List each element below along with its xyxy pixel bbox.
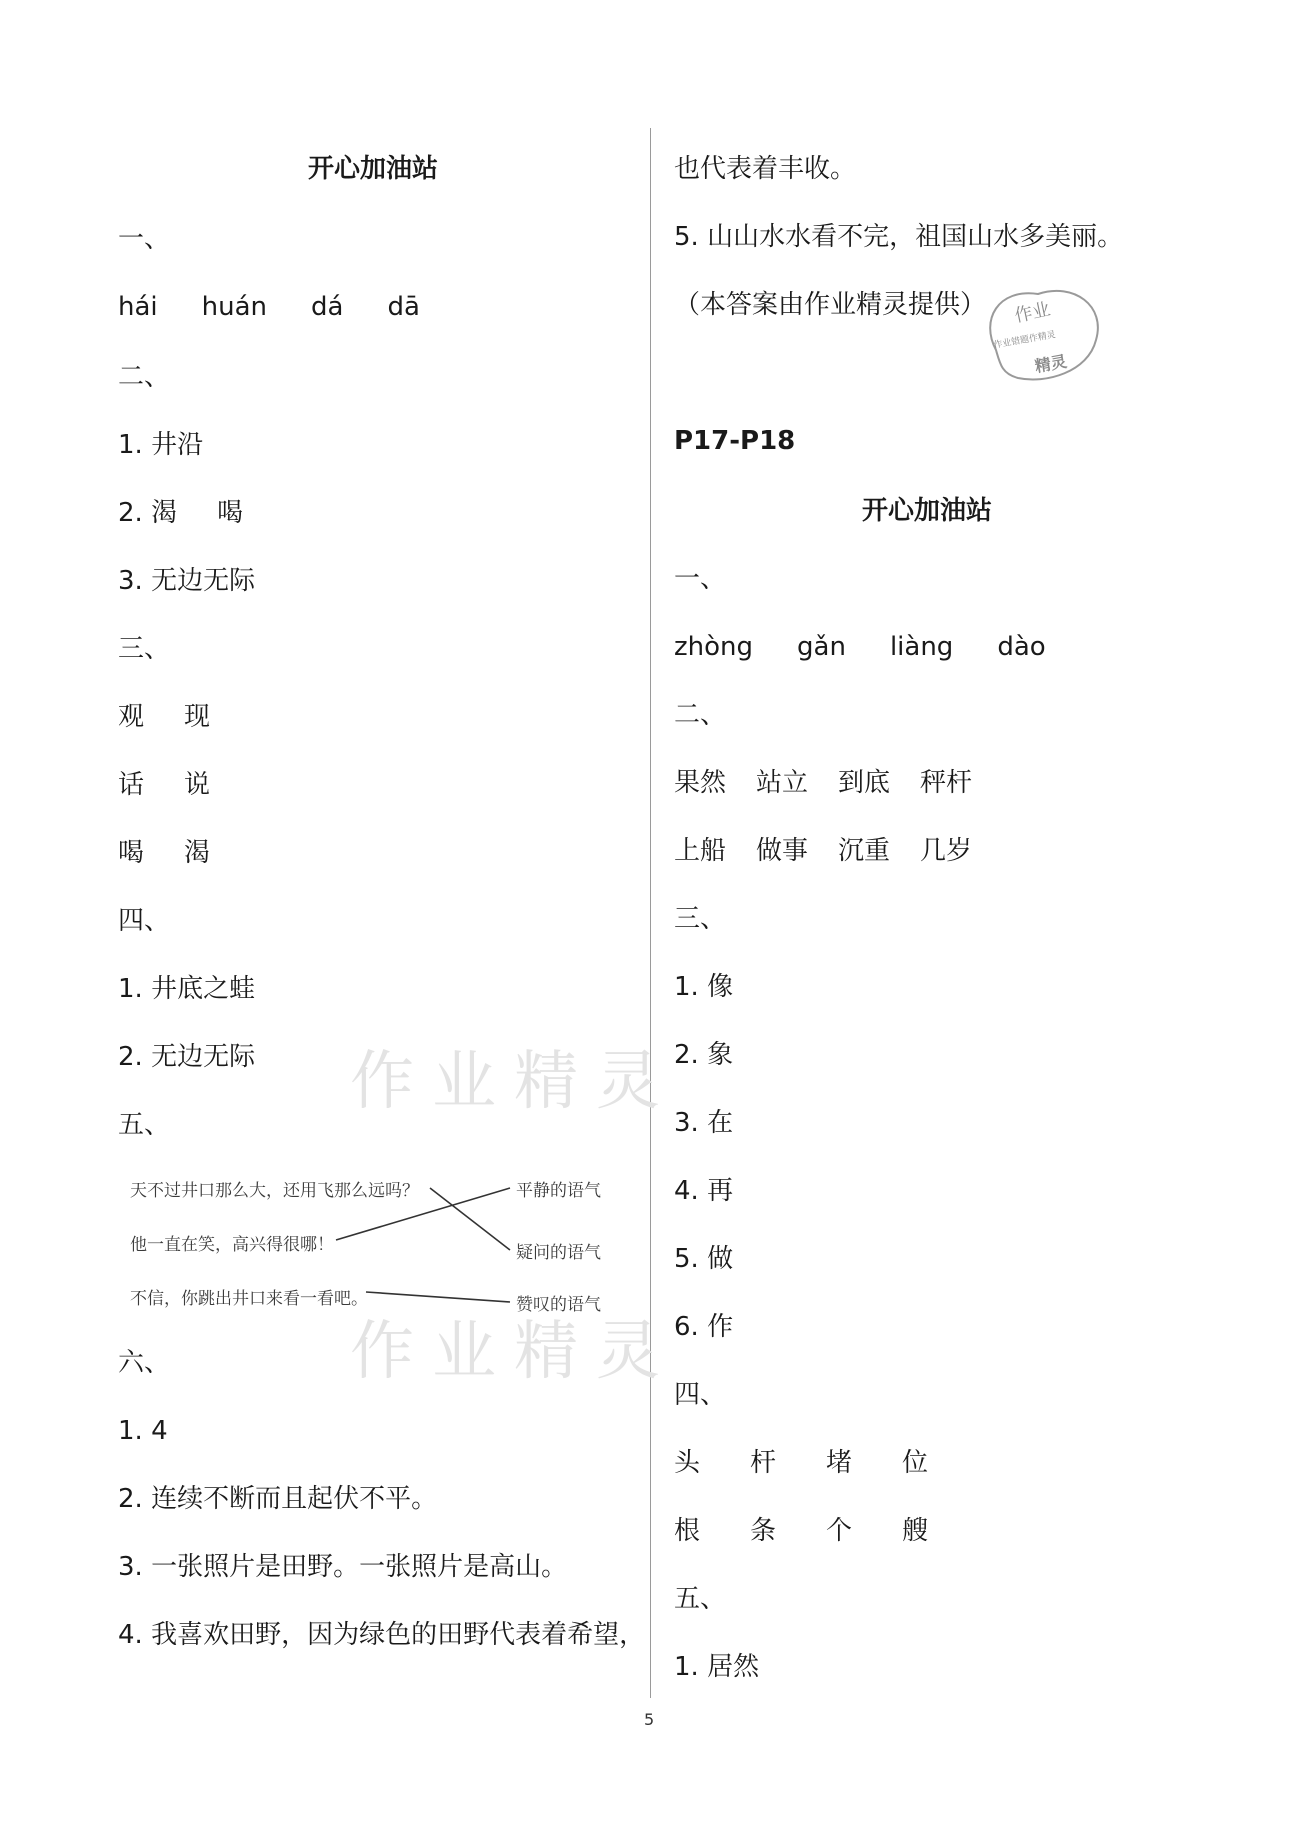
word: 沉重 xyxy=(838,836,891,866)
section-heading-5: 五、 xyxy=(674,1584,727,1614)
word: 做事 xyxy=(756,836,809,866)
stamp-text: 作业错题作精灵 xyxy=(992,330,1057,351)
char: 条 xyxy=(750,1516,777,1546)
section-title: 开心加油站 xyxy=(862,496,993,526)
answer-item: 3. 一张照片是田野。一张照片是高山。 xyxy=(118,1552,568,1582)
pinyin: huán xyxy=(201,292,268,322)
stamp-logo xyxy=(978,280,1108,390)
char: 话 xyxy=(118,770,145,800)
word: 上船 xyxy=(674,836,727,866)
char: 渴 xyxy=(184,838,211,868)
pinyin: dá xyxy=(311,292,344,322)
pinyin: liàng xyxy=(889,632,954,662)
char: 观 xyxy=(118,702,145,732)
answer-item: 4. 再 xyxy=(674,1176,734,1206)
char: 喝 xyxy=(118,838,145,868)
section-heading-6: 六、 xyxy=(118,1348,171,1378)
word-row xyxy=(674,835,1002,867)
column-divider xyxy=(650,128,651,1698)
section-title: 开心加油站 xyxy=(308,154,439,184)
char: 根 xyxy=(674,1516,701,1546)
answer-item: 1. 居然 xyxy=(674,1652,760,1682)
answer-item: 6. 作 xyxy=(674,1312,734,1342)
answer-item: 3. 在 xyxy=(674,1108,734,1138)
word: 几岁 xyxy=(920,836,973,866)
credit-text: （本答案由作业精灵提供） xyxy=(674,290,987,320)
sentence-label: 不信，你跳出井口来看一看吧。 xyxy=(130,1289,368,1309)
matching-diagram xyxy=(118,1162,618,1315)
answer-item: 2. 象 xyxy=(674,1040,734,1070)
word: 秤杆 xyxy=(920,768,973,798)
answer-item: 5. 山山水水看不完，祖国山水多美丽。 xyxy=(674,222,1124,252)
word: 站立 xyxy=(756,768,809,798)
char-pair xyxy=(118,769,250,801)
char: 现 xyxy=(184,702,211,732)
stamp-text: 精灵 xyxy=(1033,351,1069,376)
answer-item: 1. 井底之蛙 xyxy=(118,974,256,1004)
char: 堵 xyxy=(826,1448,853,1478)
stamp-shape xyxy=(978,280,1108,390)
tone-label: 赞叹的语气 xyxy=(516,1295,601,1315)
char: 位 xyxy=(902,1448,929,1478)
pinyin-row xyxy=(674,631,1046,663)
word: 果然 xyxy=(674,768,727,798)
section-heading-1: 一、 xyxy=(674,564,727,594)
char: 艘 xyxy=(902,1516,929,1546)
watermark: 作业精灵 xyxy=(350,1045,678,1119)
word: 到底 xyxy=(838,768,891,798)
page-range-heading: P17-P18 xyxy=(674,426,796,456)
char-pair xyxy=(118,837,250,869)
char-row xyxy=(674,1447,978,1479)
answer-text: 喝 xyxy=(217,498,244,528)
answer-item: 3. 无边无际 xyxy=(118,566,256,596)
answer-continuation: 也代表着丰收。 xyxy=(674,154,857,184)
sentence-label: 他一直在笑，高兴得很哪！ xyxy=(130,1235,334,1255)
answer-item: 1. 像 xyxy=(674,972,734,1002)
match-line xyxy=(430,1188,510,1250)
tone-label: 平静的语气 xyxy=(516,1181,601,1201)
answer-item: 2. 连续不断而且起伏不平。 xyxy=(118,1484,438,1514)
section-heading-2: 二、 xyxy=(674,700,727,730)
section-heading-3: 三、 xyxy=(118,634,171,664)
answer-text: 2. 渴 xyxy=(118,498,178,528)
section-heading-4: 四、 xyxy=(118,906,171,936)
pinyin-row xyxy=(118,291,420,323)
char: 头 xyxy=(674,1448,701,1478)
answer-item: 5. 做 xyxy=(674,1244,734,1274)
answer-item: 2. 无边无际 xyxy=(118,1042,256,1072)
stamp-text: 作业 xyxy=(1012,298,1053,327)
char-pair xyxy=(118,701,250,733)
char-row xyxy=(674,1515,978,1547)
pinyin: gǎn xyxy=(797,632,846,662)
watermark: 作业精灵 xyxy=(350,1315,678,1389)
answer-item xyxy=(118,497,243,529)
section-heading-1: 一、 xyxy=(118,224,171,254)
answer-item: 4. 我喜欢田野，因为绿色的田野代表着希望， xyxy=(118,1620,646,1650)
tone-label: 疑问的语气 xyxy=(516,1243,601,1263)
section-heading-4: 四、 xyxy=(674,1380,727,1410)
section-heading-3: 三、 xyxy=(674,904,727,934)
pinyin: hái xyxy=(118,292,158,322)
char: 杆 xyxy=(750,1448,777,1478)
page-number: 5 xyxy=(644,1710,655,1729)
pinyin: dā xyxy=(387,292,420,322)
pinyin: dào xyxy=(997,632,1046,662)
answer-item: 1. 4 xyxy=(118,1416,168,1446)
word-row xyxy=(674,767,1002,799)
char: 说 xyxy=(184,770,211,800)
sentence-label: 天不过井口那么大，还用飞那么远吗？ xyxy=(130,1181,419,1201)
char: 个 xyxy=(826,1516,853,1546)
answer-item: 1. 井沿 xyxy=(118,430,204,460)
section-heading-2: 二、 xyxy=(118,362,171,392)
pinyin: zhòng xyxy=(674,632,754,662)
section-heading-5: 五、 xyxy=(118,1110,171,1140)
